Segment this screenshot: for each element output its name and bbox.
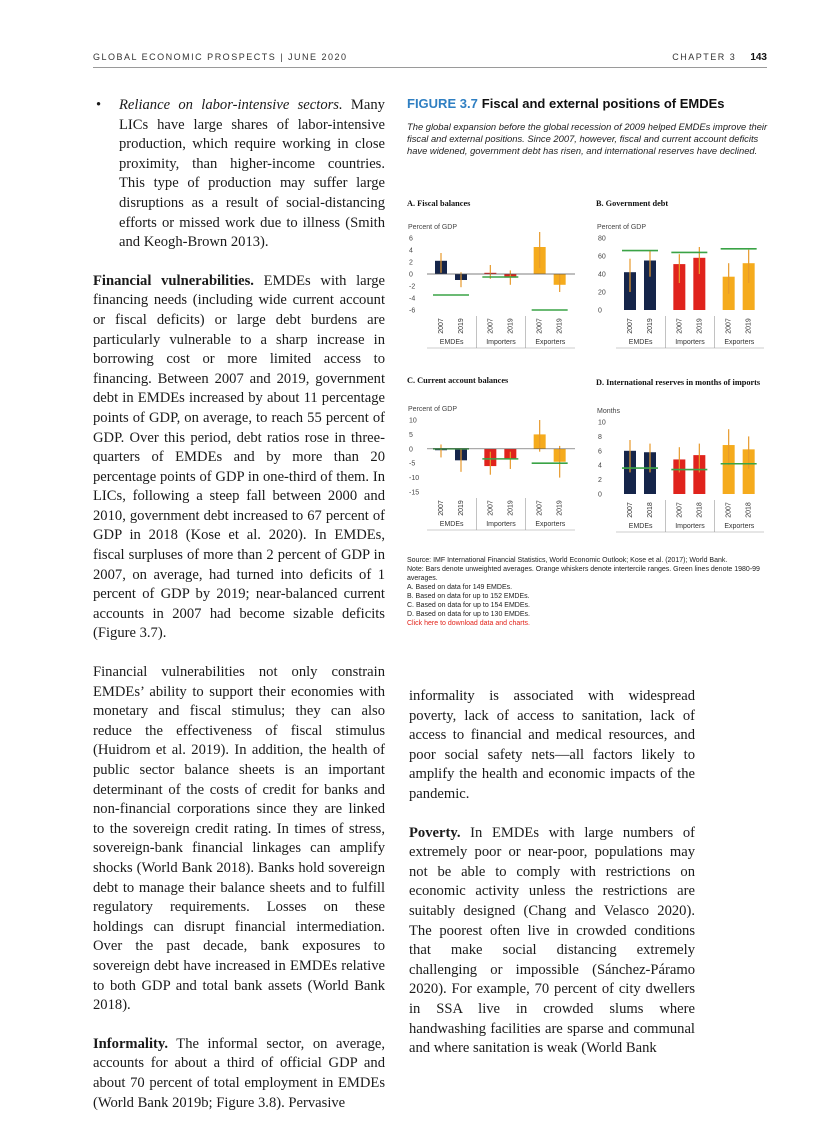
paragraph-informality-cont: informality is associated with widespread poverty, lack of access to sanitation, lack of access to financial and medical resources, and poor social safety nets—all factors likely to amplify the health and economic impacts of the pandemic.	[409, 688, 695, 802]
y-tick-label: -2	[409, 283, 416, 291]
figure-notes	[407, 556, 769, 628]
paragraph-lead: Poverty.	[409, 824, 461, 841]
x-tick-label: 2018	[696, 502, 704, 518]
paragraph-financial-vulnerabilities	[93, 272, 385, 644]
bullet-lead: Reliance on labor-intensive sectors.	[119, 97, 343, 113]
group-label: Importers	[675, 523, 705, 530]
figure-title-text: Fiscal and external positions of EMDEs	[481, 96, 725, 111]
y-tick-label: 0	[598, 307, 602, 315]
group-label: Exporters	[535, 339, 566, 346]
y-tick-label: 40	[598, 271, 606, 279]
right-column	[409, 687, 695, 1078]
y-tick-label: 6	[409, 235, 413, 243]
figure-subtitle: The global expansion before the global recession of 2009 helped EMDEs improve their fiscal and external positions. Since 2007, however, fiscal and current account deficits have widened, government debt has risen, and international reserves have declined.	[407, 121, 768, 156]
group-label: EMDEs	[439, 521, 464, 528]
chapter-label: CHAPTER 3	[672, 52, 737, 62]
chart-panel-b	[596, 220, 768, 359]
paragraph-fiscal-stimulus: Financial vulnerabilities not only constrain EMDEs’ ability to support their economies with monetary and fiscal stimulus; they can also reduce the effectiveness of fiscal stimulus (Huidrom et al. 2019). In addition, the health of public sector balance sheets is an important determinant of the costs of credit for banks and non-financial corporations since they are linked to the sovereign credit rating. In times of stress, sovereign-bank financial linkages can amplify shocks (World Bank 2018). Banks hold sovereign debt to manage their balance sheets and to fulfill regulatory requirements. Losses on these holdings can disrupt financial intermediation. Over the past decade, bank exposures to sovereign debt have increased in EMDEs relative to both GDP and total bank assets (World Bank 2018).	[93, 664, 385, 1014]
y-tick-label: 5	[409, 431, 413, 439]
chart-panel-c	[407, 402, 579, 541]
paragraph-text: EMDEs with large financing needs (including wide current account or fiscal deficits) or large debt burdens are particularly vulnerable to a sharp increase in borrowing cost or more limited access to financing. Between 2007 and 2019, government debt in EMDEs increased by about 11 percentage points of GDP, on average, to reach 55 percent of GDP. Over this period, debt ratios rose in three-quarters of EMDEs and by more than 20 percentage points of GDP in one-third of them. In LICs, following a steep fall between 2000 and 2010, government debt increased to 67 percent of GDP in 2018 (Kose et al. 2020). In EMDEs, fiscal surpluses of more than 2 percent of GDP in 2007, on average, had turned into deficits of 1 percent of GDP by 2019; near-balanced current accounts in 2007 had become sizable deficits (Figure 3.7).	[93, 272, 385, 642]
x-tick-label: 2019	[745, 318, 753, 334]
bullet-labor-intensive	[93, 96, 385, 253]
note-a: A. Based on data for 149 EMDEs.	[407, 584, 513, 591]
x-tick-label: 2007	[725, 502, 733, 518]
paragraph-lead: Financial vulnerabilities.	[93, 272, 254, 289]
x-tick-label: 2007	[676, 502, 684, 518]
y-axis-label: Percent of GDP	[597, 224, 647, 231]
y-tick-label: 2	[409, 259, 413, 267]
figure-title	[407, 96, 769, 111]
left-column	[93, 96, 385, 1132]
chart-panel-d	[596, 404, 768, 541]
general-note: Note: Bars denote unweighted averages. Orange whiskers denote intertercile ranges. Green lines denote 1980-99 averages.	[407, 566, 760, 582]
y-tick-label: 20	[598, 289, 606, 297]
x-tick-label: 2007	[536, 318, 544, 334]
download-link[interactable]: Click here to download data and charts.	[407, 620, 530, 627]
y-tick-label: 60	[598, 253, 606, 261]
x-tick-label: 2019	[507, 318, 515, 334]
group-label: EMDEs	[628, 339, 653, 346]
panel-a-title: A. Fiscal balances	[407, 199, 471, 208]
note-b: B. Based on data for up to 152 EMDEs.	[407, 593, 530, 600]
y-tick-label: 0	[409, 271, 413, 279]
x-tick-label: 2019	[458, 500, 465, 516]
page-number: 143	[750, 52, 767, 63]
y-tick-label: -6	[409, 307, 416, 315]
paragraph-poverty	[409, 824, 695, 1059]
x-tick-label: 2019	[647, 318, 654, 334]
group-label: EMDEs	[439, 339, 464, 346]
x-tick-label: 2007	[487, 500, 495, 516]
group-label: Importers	[675, 339, 705, 346]
paragraph-text: The informal sector, on average, accounts for about a third of official GDP and about 70 percent of total employment in EMDEs (World Bank 2019b; Figure 3.8). Pervasive	[93, 1035, 385, 1111]
note-d: D. Based on data for up to 130 EMDEs.	[407, 611, 530, 618]
paragraph-lead: Informality.	[93, 1035, 168, 1052]
source-note: Source: IMF International Financial Statistics, World Economic Outlook; Kose et al. (2017); World Bank.	[407, 557, 728, 564]
x-tick-label: 2007	[627, 318, 634, 334]
bullet-text: Many LICs have large shares of labor-intensive production, which require working in close proximity, than higher-income countries. This type of production may suffer large disruptions as a result of social-distancing efforts or missed work due to illness (Smith and Keogh-Brown 2013).	[119, 97, 385, 251]
x-tick-label: 2018	[745, 502, 753, 518]
y-axis-label: Percent of GDP	[408, 406, 458, 413]
y-tick-label: -5	[409, 460, 416, 468]
y-tick-label: 0	[598, 491, 602, 499]
y-tick-label: 2	[598, 477, 602, 485]
y-tick-label: 10	[409, 417, 417, 425]
chart-panel-a	[407, 220, 579, 359]
y-tick-label: -4	[409, 295, 416, 303]
running-header: GLOBAL ECONOMIC PROSPECTS | JUNE 2020	[93, 52, 348, 62]
x-tick-label: 2019	[696, 318, 704, 334]
x-tick-label: 2019	[507, 500, 515, 516]
y-tick-label: 10	[598, 419, 606, 427]
y-tick-label: 4	[409, 247, 413, 255]
x-tick-label: 2007	[627, 502, 634, 518]
x-tick-label: 2007	[536, 500, 544, 516]
x-tick-label: 2007	[487, 318, 495, 334]
x-tick-label: 2019	[556, 500, 564, 516]
group-label: EMDEs	[628, 523, 653, 530]
y-tick-label: -15	[409, 489, 420, 497]
panel-d-title: D. International reserves in months of imports	[596, 378, 761, 387]
x-tick-label: 2019	[458, 318, 465, 334]
paragraph-text: In EMDEs with large numbers of extremely poor or near-poor, populations may not be able to comply with restrictions on economic activity unless the restrictions are suitably designed (Chang and Velasco 2020). The poorest often live in crowded conditions that make social distancing extremely challenging or impossible (Sánchez-Páramo 2020). For example, 70 percent of city dwellers in SSA live in crowded slums where handwashing facilities are sparse and communal and where sanitation is weak (World Bank	[409, 824, 695, 1057]
panel-c-title: C. Current account balances	[407, 376, 509, 385]
x-tick-label: 2007	[438, 318, 445, 334]
x-tick-label: 2018	[647, 502, 654, 518]
x-tick-label: 2007	[725, 318, 733, 334]
y-tick-label: 0	[409, 446, 413, 454]
group-label: Exporters	[724, 523, 755, 530]
group-label: Exporters	[535, 521, 566, 528]
y-tick-label: 8	[598, 433, 602, 441]
group-label: Importers	[486, 521, 516, 528]
chapter-header	[672, 52, 767, 63]
x-tick-label: 2007	[438, 500, 445, 516]
y-tick-label: -10	[409, 475, 420, 483]
group-label: Exporters	[724, 339, 755, 346]
header-rule	[93, 67, 767, 68]
y-tick-label: 6	[598, 448, 602, 456]
panel-b-title: B. Government debt	[596, 199, 669, 208]
figure-number: FIGURE 3.7	[407, 96, 478, 111]
note-c: C. Based on data for up to 154 EMDEs.	[407, 602, 530, 609]
x-tick-label: 2007	[676, 318, 684, 334]
x-tick-label: 2019	[556, 318, 564, 334]
y-axis-label: Percent of GDP	[408, 224, 458, 231]
paragraph-informality	[93, 1035, 385, 1113]
group-label: Importers	[486, 339, 516, 346]
y-tick-label: 80	[598, 235, 606, 243]
y-axis-label: Months	[597, 408, 620, 415]
figure-3-7	[407, 96, 769, 157]
y-tick-label: 4	[598, 462, 602, 470]
